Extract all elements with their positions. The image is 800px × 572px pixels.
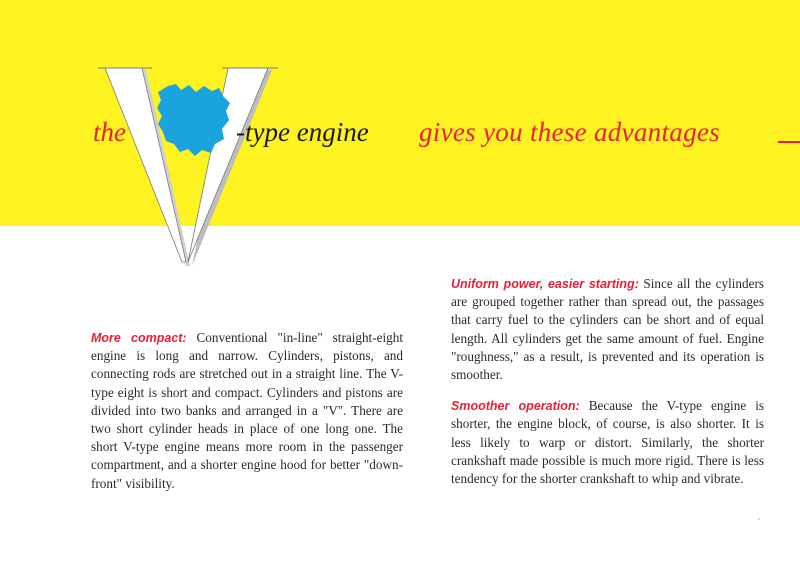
section-heading: Uniform power, easier starting:: [451, 277, 639, 291]
headline-advantages: gives you these advantages: [419, 117, 720, 147]
section-body: Because the V-type engine is shorter, the engine block, of course, is also shorter. It is less likely to warp or distort. Similarly, the shorter crankshaft made possible is much more rigid. There is less tendency for the shorter crankshaft to whip and vibrate.: [451, 398, 765, 487]
section-smoother-operation: [451, 397, 764, 488]
headline-the: the: [93, 117, 126, 147]
page-speck: [758, 518, 760, 520]
headline: [0, 112, 800, 152]
section-uniform-power: [451, 275, 764, 384]
section-body: Since all the cylinders are grouped together rather than spread out, the passages that carry fuel to the cylinders can be short and of equal length. All cylinders get the same amount of fuel. Engine "roughness," as a result, is prevented and its operation is smoother.: [451, 276, 764, 383]
headline-underline: [778, 141, 800, 143]
right-column: [451, 275, 764, 501]
section-heading: Smoother operation:: [451, 399, 580, 414]
section-more-compact: [91, 329, 403, 493]
section-heading: More compact:: [91, 331, 187, 345]
left-column: [91, 329, 403, 493]
headline-type-engine: -type engine: [236, 117, 369, 147]
section-body: Conventional "in-line" straight-eight engine is long and narrow. Cylinders, pistons, and connecting rods are stretched out in a straight line. The V-type eight is short and compact. Cylinders and pistons are divided into two banks and arranged in a "V". There are two short cylinder heads in place of one long one. The short V-type engine means more room in the passenger compartment, and a shorter engine hood for better "down-front" visibility.: [91, 330, 403, 491]
